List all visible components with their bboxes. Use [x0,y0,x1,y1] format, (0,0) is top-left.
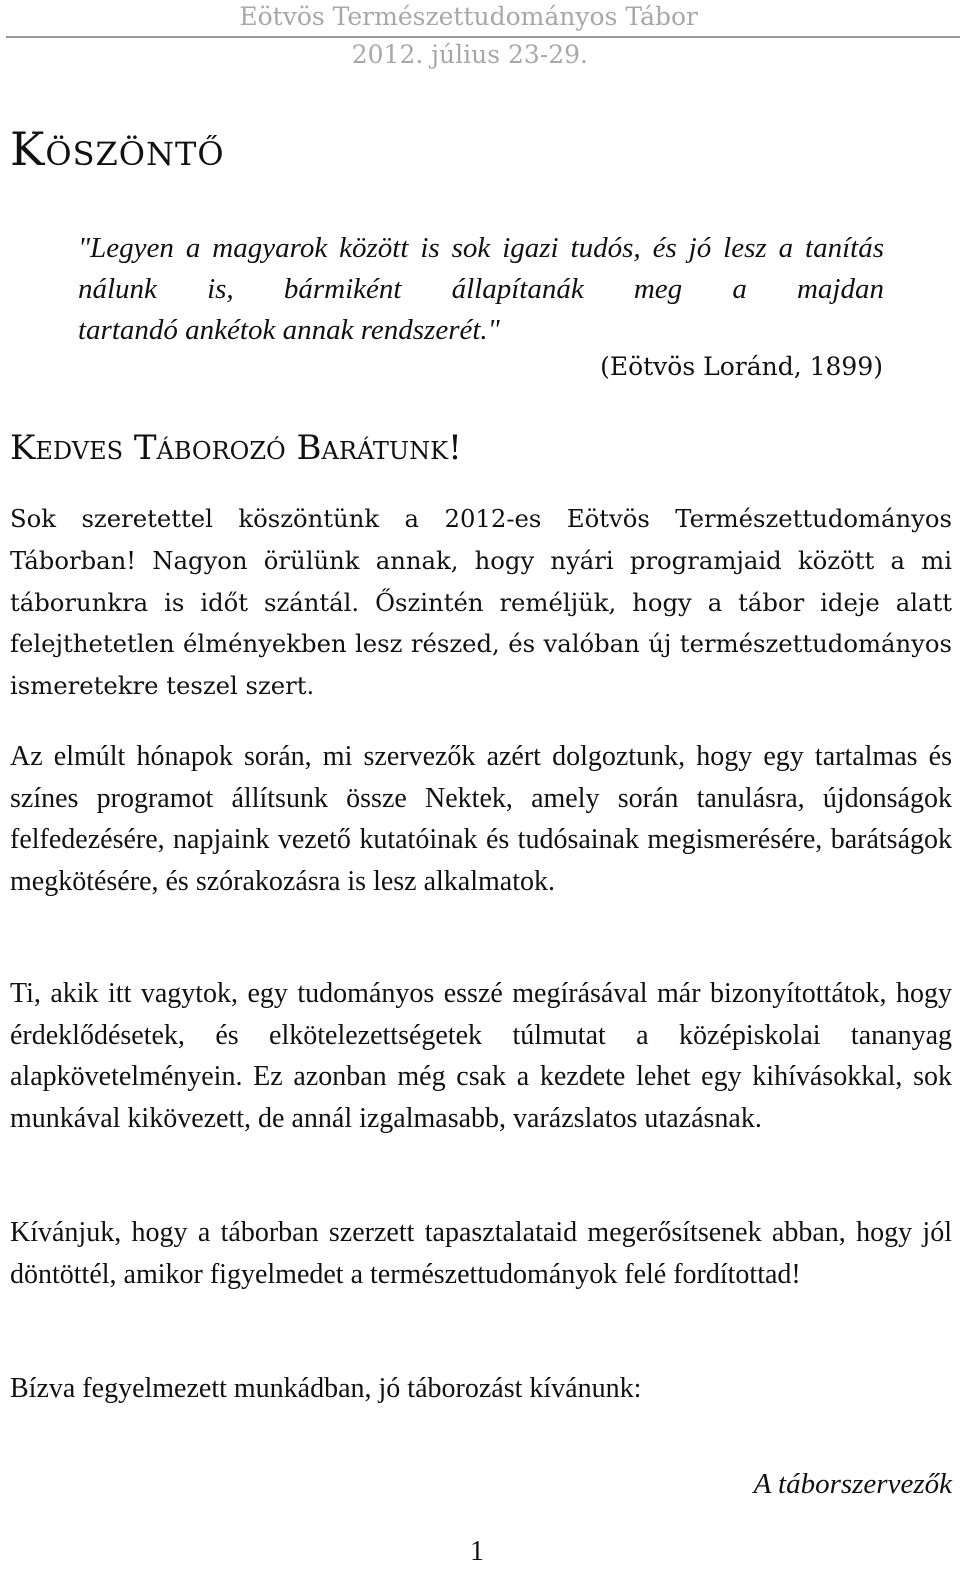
page-title: Köszöntő [10,122,225,176]
signature: A táborszervezők [753,1468,952,1500]
header-dates: 2012. július 23-29. [351,40,588,69]
paragraph-closing: Bízva fegyelmezett munkádban, jó táborozást kívánunk: [10,1373,642,1404]
header-rule [6,36,960,38]
quote-source: (Eötvös Loránd, 1899) [600,352,883,381]
paragraph-organizers: Az elmúlt hónapok során, mi szervezők azért dolgoztunk, hogy egy tartalmas és színes programot állítsunk össze Nektek, amely során tanulásra, újdonságok felfedezésére, napjaink vezető kutatóinak és tudósainak megismerésére, barátságok megkötésére, és szórakozásra is lesz alkalmatok. [10,741,952,897]
page-number: 1 [470,1536,484,1567]
opening-quote [78,228,884,351]
paragraph-wish: Kívánjuk, hogy a táborban szerzett tapasztalataid megerősítsenek abban, hogy jól döntöttél, amikor figyelmedet a természettudományok felé fordítottad! [10,1217,952,1290]
header-camp-name: Eötvös Természettudományos Tábor [239,2,698,31]
greeting-heading: Kedves Táborozó Barátunk! [10,428,462,468]
paragraph-welcome: Sok szeretettel köszöntünk a 2012-es Eötvös Természettudományos Táborban! Nagyon örülünk annak, hogy nyári programjaid között a mi táborunkra is időt szántál. Őszintén reméljük, hogy a tábor ideje alatt felejthetetlen élményekben lesz részed, és valóban új természettudományos ismeretekre teszel szert. [10,504,952,701]
paragraph-essay: Ti, akik itt vagytok, egy tudományos esszé megírásával már bizonyítottátok, hogy érdeklődésetek, és elkötelezettségetek túlmutat a középiskolai tananyag alapkövetelményein. Ez azonban még csak a kezdete lehet egy kihívásokkal, sok munkával kikövezett, de annál izgalmasabb, varázslatos utazásnak. [10,978,952,1134]
quote-text: "Legyen a magyarok között is sok igazi tudós, és jó lesz a tanítás nálunk is, bármiként állapítanák meg a majdan [78,232,884,305]
quote-last-line: tartandó ankétok annak rendszerét." [78,314,500,346]
